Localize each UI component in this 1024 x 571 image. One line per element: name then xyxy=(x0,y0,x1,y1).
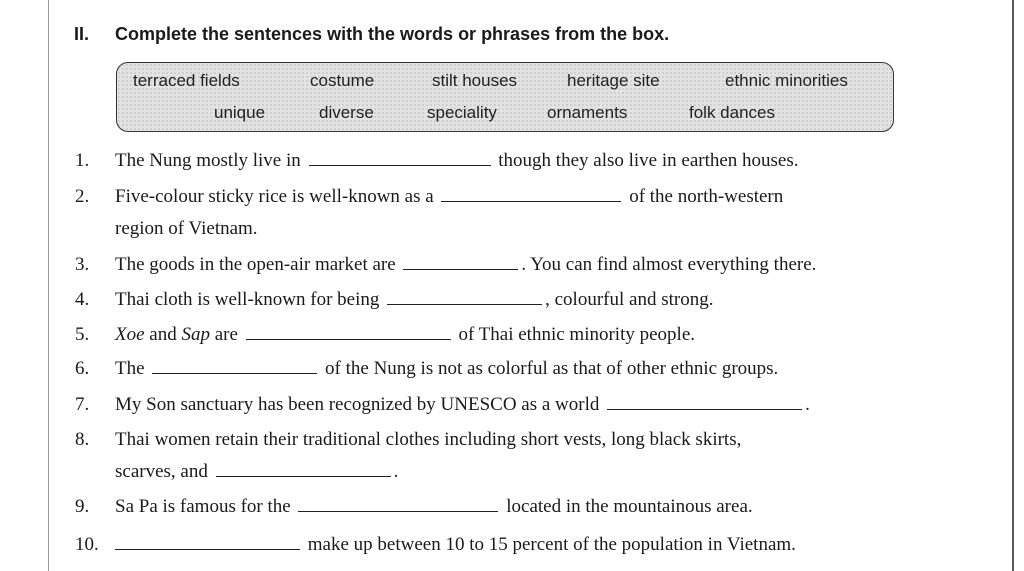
section-number: II. xyxy=(74,24,90,44)
word-box-item: folk dances xyxy=(689,103,775,122)
answer-blank[interactable] xyxy=(216,462,391,477)
word-box-item: speciality xyxy=(427,103,497,122)
item-number: 4. xyxy=(75,289,90,310)
item-term-xoe: Xoe xyxy=(115,324,145,345)
item-number: 10. xyxy=(75,534,99,555)
item-text-line2: region of Vietnam. xyxy=(115,218,258,239)
item-text-after: make up between 10 to 15 percent of the population in Vietnam. xyxy=(307,534,796,555)
item-text-before: and xyxy=(149,324,177,345)
item-number: 2. xyxy=(75,186,90,207)
item-text-before: are xyxy=(214,324,238,345)
item-text-line2: scarves, and xyxy=(115,461,208,482)
word-box xyxy=(116,62,894,132)
word-box-item: terraced fields xyxy=(133,71,240,90)
item-text-after: . You can find almost everything there. xyxy=(521,254,817,275)
item-text-before: Five-colour sticky rice is well-known as a xyxy=(115,186,434,207)
item-text-after: of Thai ethnic minority people. xyxy=(458,324,696,345)
word-box-item: unique xyxy=(214,103,266,122)
item-text-after: of the Nung is not as colorful as that of other ethnic groups. xyxy=(325,358,779,379)
word-box-item: heritage site xyxy=(567,71,660,90)
answer-blank[interactable] xyxy=(403,255,518,270)
word-box-item: ethnic minorities xyxy=(725,71,848,90)
item-number: 3. xyxy=(75,254,90,275)
item-text-before: The goods in the open-air market are xyxy=(115,254,396,275)
word-box-item: ornaments xyxy=(547,103,628,122)
item-text-after: , colourful and strong. xyxy=(545,289,714,310)
answer-blank[interactable] xyxy=(441,187,621,202)
answer-blank[interactable] xyxy=(246,325,451,340)
item-number: 5. xyxy=(75,324,90,345)
item-text-before: Sa Pa is famous for the xyxy=(115,496,291,517)
item-text-after: . xyxy=(393,461,399,482)
section-instruction: Complete the sentences with the words or phrases from the box. xyxy=(115,24,670,44)
answer-blank[interactable] xyxy=(309,151,491,166)
item-text-after: of the north-western xyxy=(629,186,784,207)
answer-blank[interactable] xyxy=(607,395,802,410)
answer-blank[interactable] xyxy=(387,290,542,305)
word-box-item: costume xyxy=(310,71,375,90)
left-margin-rule xyxy=(48,0,49,571)
answer-blank[interactable] xyxy=(298,497,498,512)
answer-blank[interactable] xyxy=(115,535,300,550)
item-text-before: Thai women retain their traditional clothes including short vests, long black skirts, xyxy=(115,429,742,450)
item-number: 9. xyxy=(75,496,90,517)
word-box-item: diverse xyxy=(319,103,374,122)
item-text-before: Thai cloth is well-known for being xyxy=(115,289,380,310)
item-text-before: My Son sanctuary has been recognized by UNESCO as a world xyxy=(115,394,600,415)
answer-blank[interactable] xyxy=(152,359,317,374)
item-number: 7. xyxy=(75,394,90,415)
item-number: 6. xyxy=(75,358,90,379)
item-text-before: The Nung mostly live in xyxy=(115,150,301,171)
item-text-before: The xyxy=(115,358,145,379)
item-text-after: . xyxy=(805,394,810,415)
item-term-sap: Sap xyxy=(181,324,210,345)
word-box-item: stilt houses xyxy=(432,71,518,90)
item-number: 1. xyxy=(75,150,90,171)
item-text-after: located in the mountainous area. xyxy=(506,496,753,517)
right-margin-rule xyxy=(1012,0,1014,571)
item-number: 8. xyxy=(75,429,90,450)
item-text-after: though they also live in earthen houses. xyxy=(498,150,799,171)
